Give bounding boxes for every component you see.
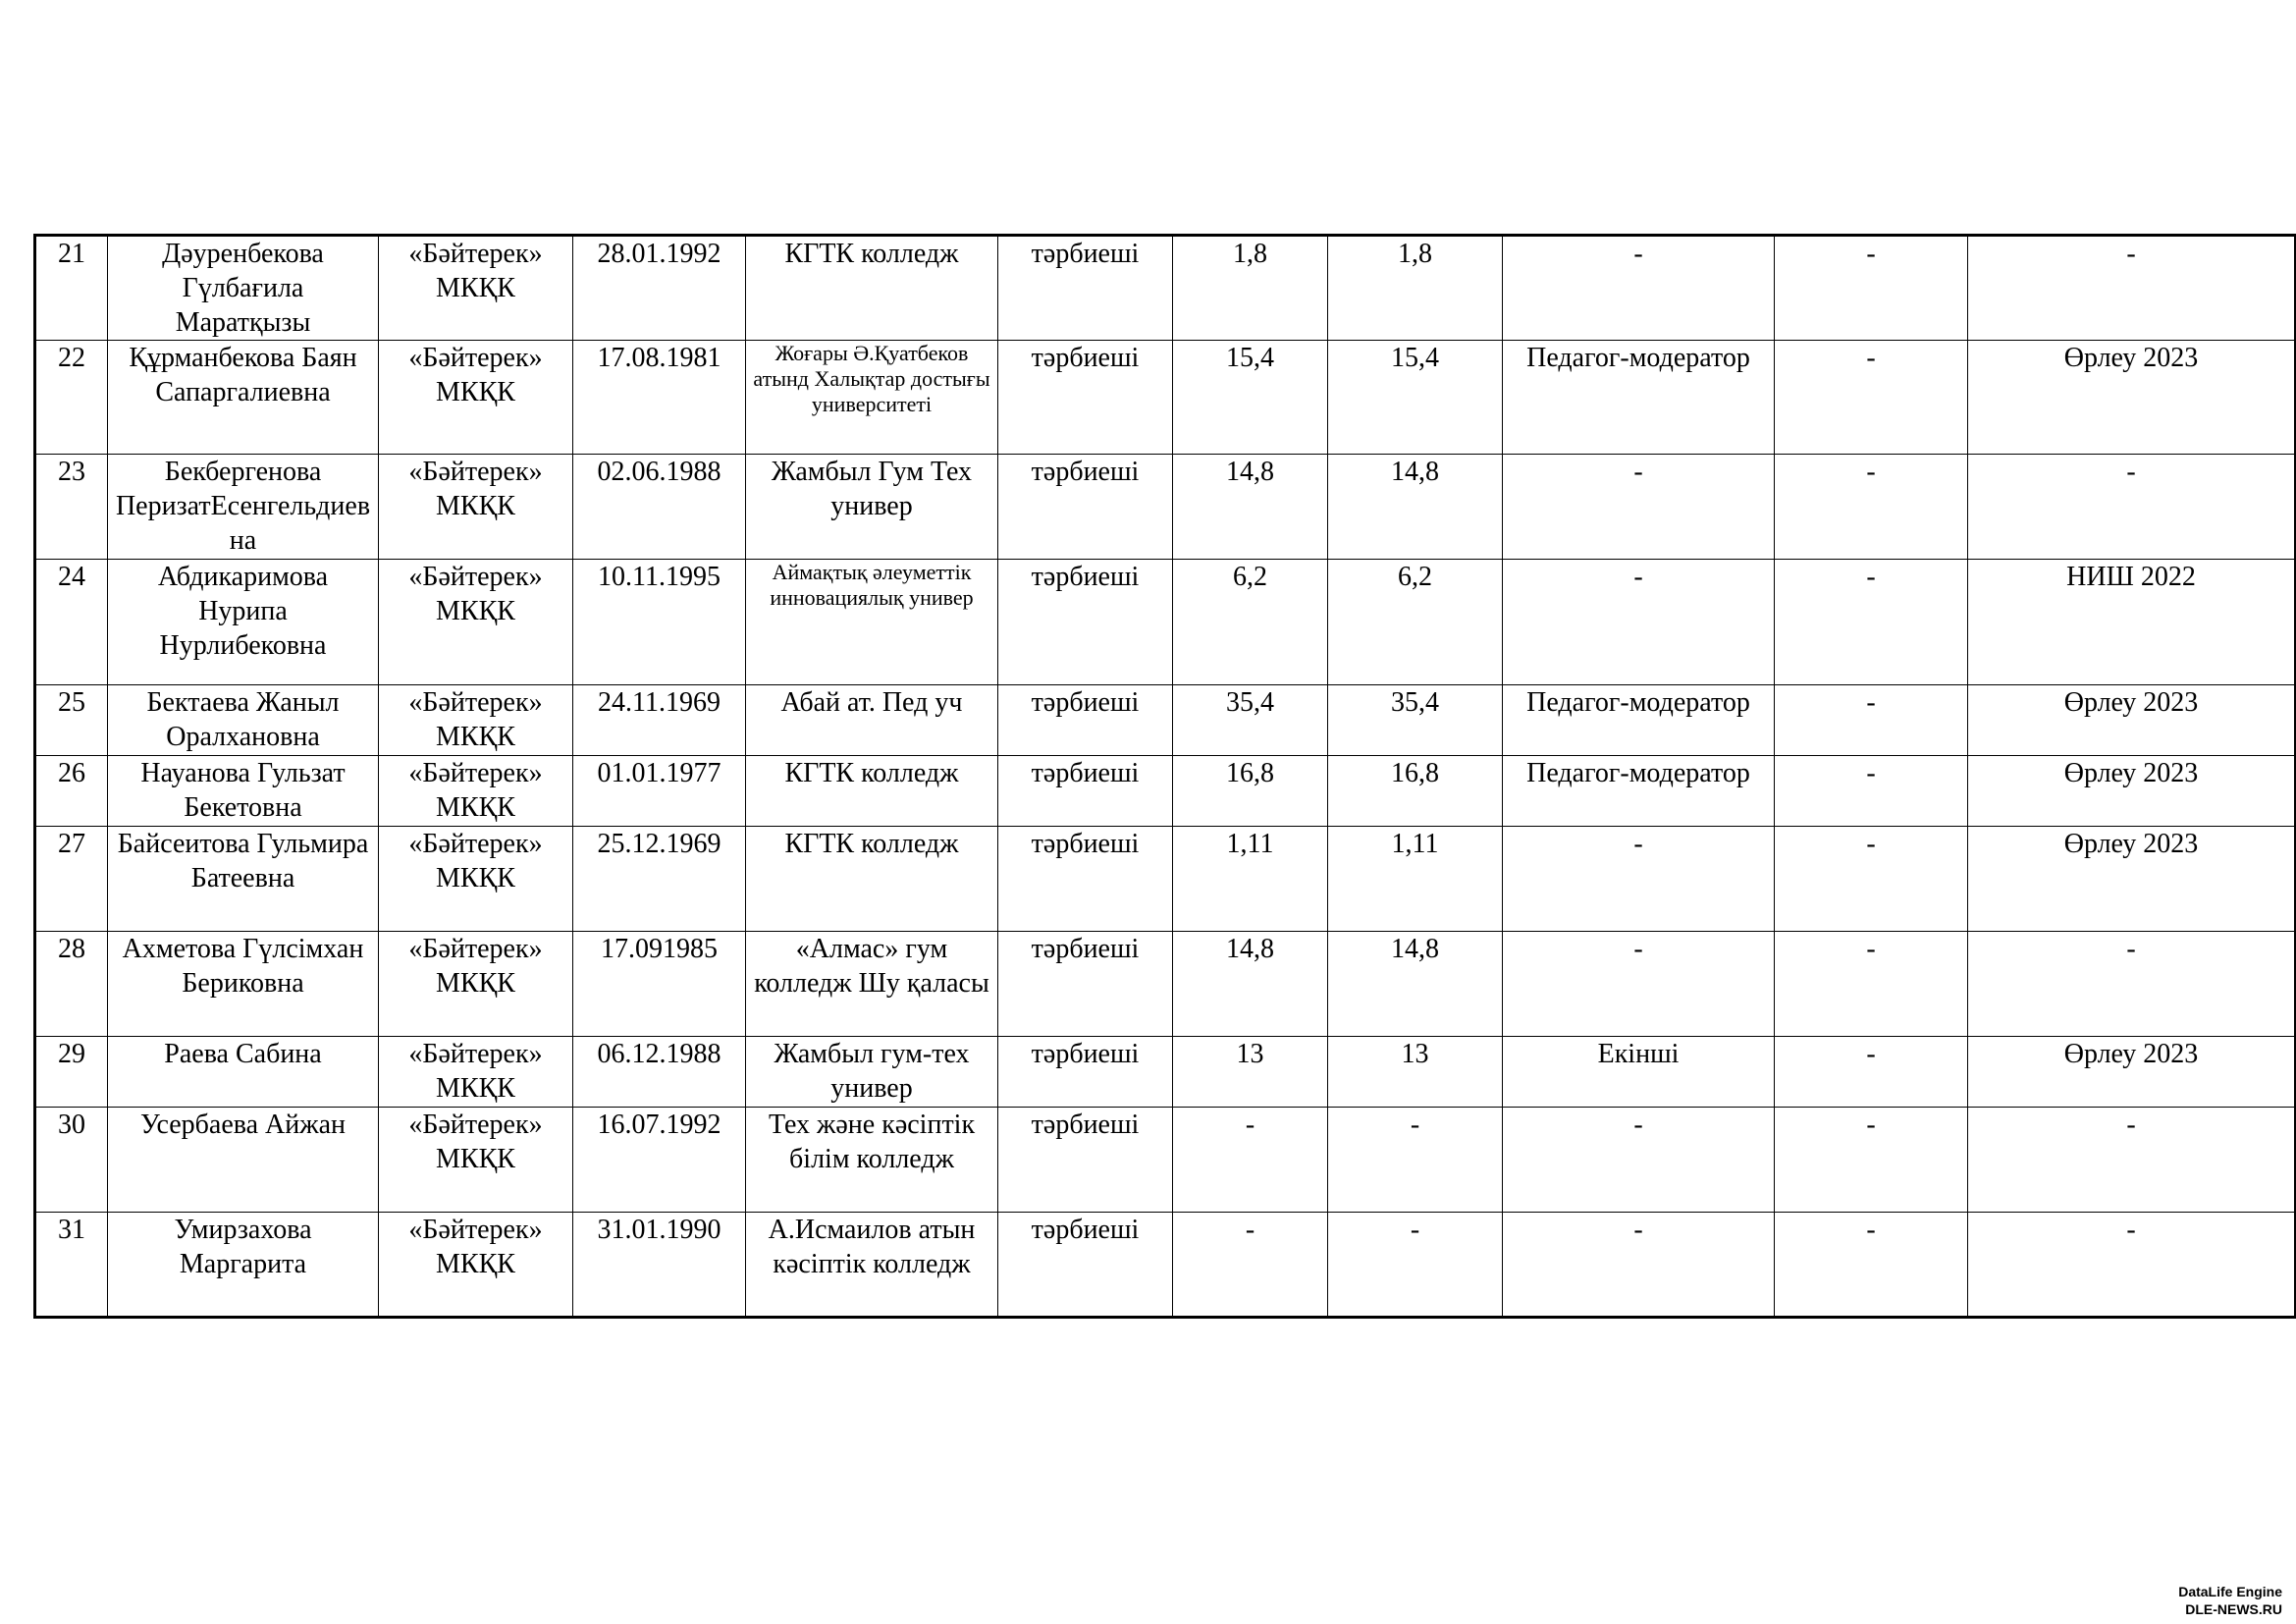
cell-row-number: 22 bbox=[35, 341, 108, 455]
cell-category: - bbox=[1503, 560, 1775, 685]
cell-organization: «Бәйтерек» МКҚК bbox=[379, 455, 573, 560]
cell-row-number: 31 bbox=[35, 1213, 108, 1318]
cell-courses: Өрлеу 2023 bbox=[1968, 756, 2296, 827]
cell-row-number: 24 bbox=[35, 560, 108, 685]
cell-position: тәрбиеші bbox=[998, 341, 1173, 455]
cell-birth-date: 02.06.1988 bbox=[573, 455, 746, 560]
cell-position: тәрбиеші bbox=[998, 236, 1173, 341]
cell-full-name: Раева Сабина bbox=[108, 1037, 379, 1108]
cell-category: Педагог-модератор bbox=[1503, 341, 1775, 455]
cell-position: тәрбиеші bbox=[998, 756, 1173, 827]
cell-award: - bbox=[1775, 1037, 1968, 1108]
cell-total-experience: 6,2 bbox=[1173, 560, 1328, 685]
cell-total-experience: 14,8 bbox=[1173, 455, 1328, 560]
cell-organization: «Бәйтерек» МКҚК bbox=[379, 1108, 573, 1213]
cell-birth-date: 28.01.1992 bbox=[573, 236, 746, 341]
cell-education: Абай ат. Пед уч bbox=[746, 685, 998, 756]
cell-total-experience: 15,4 bbox=[1173, 341, 1328, 455]
cell-row-number: 25 bbox=[35, 685, 108, 756]
table-row bbox=[35, 685, 2296, 756]
cell-award: - bbox=[1775, 1213, 1968, 1318]
cell-category: - bbox=[1503, 932, 1775, 1037]
cell-birth-date: 10.11.1995 bbox=[573, 560, 746, 685]
cell-organization: «Бәйтерек» МКҚК bbox=[379, 932, 573, 1037]
cell-award: - bbox=[1775, 560, 1968, 685]
table-body bbox=[35, 236, 2296, 1318]
cell-total-experience: 13 bbox=[1173, 1037, 1328, 1108]
cell-award: - bbox=[1775, 455, 1968, 560]
cell-courses: Өрлеу 2023 bbox=[1968, 1037, 2296, 1108]
cell-courses: - bbox=[1968, 932, 2296, 1037]
cell-education: КГТК колледж bbox=[746, 236, 998, 341]
cell-total-experience: 14,8 bbox=[1173, 932, 1328, 1037]
cell-full-name: Усербаева Айжан bbox=[108, 1108, 379, 1213]
cell-full-name: Науанова Гульзат Бекетовна bbox=[108, 756, 379, 827]
cell-total-experience: - bbox=[1173, 1108, 1328, 1213]
cell-birth-date: 01.01.1977 bbox=[573, 756, 746, 827]
cell-education: Тех және кәсіптік білім колледж bbox=[746, 1108, 998, 1213]
cell-category: - bbox=[1503, 1213, 1775, 1318]
cell-courses: Өрлеу 2023 bbox=[1968, 685, 2296, 756]
cell-education: Жоғары Ә.Қуатбеков атынд Халықтар достығы университеті bbox=[746, 341, 998, 455]
cell-position: тәрбиеші bbox=[998, 685, 1173, 756]
cell-birth-date: 06.12.1988 bbox=[573, 1037, 746, 1108]
watermark-line-1: DataLife Engine bbox=[2178, 1584, 2282, 1599]
staff-table bbox=[33, 234, 2296, 1319]
cell-full-name: Умирзахова Маргарита bbox=[108, 1213, 379, 1318]
cell-birth-date: 16.07.1992 bbox=[573, 1108, 746, 1213]
cell-birth-date: 31.01.1990 bbox=[573, 1213, 746, 1318]
cell-courses: - bbox=[1968, 1213, 2296, 1318]
cell-full-name: Абдикаримова Нурипа Нурлибековна bbox=[108, 560, 379, 685]
cell-organization: «Бәйтерек» МКҚК bbox=[379, 560, 573, 685]
cell-pedagogical-experience: 1,8 bbox=[1328, 236, 1503, 341]
cell-total-experience: 35,4 bbox=[1173, 685, 1328, 756]
cell-full-name: Байсеитова Гульмира Батеевна bbox=[108, 827, 379, 932]
cell-organization: «Бәйтерек» МКҚК bbox=[379, 341, 573, 455]
cell-position: тәрбиеші bbox=[998, 1037, 1173, 1108]
cell-pedagogical-experience: 15,4 bbox=[1328, 341, 1503, 455]
cell-education: Жамбыл гум-тех универ bbox=[746, 1037, 998, 1108]
cell-pedagogical-experience: 14,8 bbox=[1328, 932, 1503, 1037]
cell-category: Екінші bbox=[1503, 1037, 1775, 1108]
table-row bbox=[35, 455, 2296, 560]
cell-pedagogical-experience: 13 bbox=[1328, 1037, 1503, 1108]
cell-education: «Алмас» гум колледж Шу қаласы bbox=[746, 932, 998, 1037]
table-row bbox=[35, 560, 2296, 685]
cell-award: - bbox=[1775, 932, 1968, 1037]
cell-award: - bbox=[1775, 685, 1968, 756]
cell-position: тәрбиеші bbox=[998, 560, 1173, 685]
cell-organization: «Бәйтерек» МКҚК bbox=[379, 1037, 573, 1108]
cell-position: тәрбиеші bbox=[998, 932, 1173, 1037]
cell-pedagogical-experience: - bbox=[1328, 1213, 1503, 1318]
cell-row-number: 28 bbox=[35, 932, 108, 1037]
cell-birth-date: 25.12.1969 bbox=[573, 827, 746, 932]
cell-total-experience: 1,11 bbox=[1173, 827, 1328, 932]
cell-full-name: Дәуренбекова Гүлбағила Маратқызы bbox=[108, 236, 379, 341]
cell-row-number: 21 bbox=[35, 236, 108, 341]
cell-education: КГТК колледж bbox=[746, 827, 998, 932]
cell-courses: Өрлеу 2023 bbox=[1968, 827, 2296, 932]
cell-category: Педагог-модератор bbox=[1503, 756, 1775, 827]
cell-category: - bbox=[1503, 236, 1775, 341]
cell-education: Аймақтық әлеуметтік инновациялық универ bbox=[746, 560, 998, 685]
cell-pedagogical-experience: 6,2 bbox=[1328, 560, 1503, 685]
cell-full-name: Бекбергенова ПеризатЕсенгельдиевна bbox=[108, 455, 379, 560]
cell-pedagogical-experience: 16,8 bbox=[1328, 756, 1503, 827]
cell-education: Жамбыл Гум Тех универ bbox=[746, 455, 998, 560]
cell-row-number: 29 bbox=[35, 1037, 108, 1108]
cell-birth-date: 24.11.1969 bbox=[573, 685, 746, 756]
cell-courses: - bbox=[1968, 236, 2296, 341]
cell-courses: НИШ 2022 bbox=[1968, 560, 2296, 685]
cell-category: Педагог-модератор bbox=[1503, 685, 1775, 756]
table-row bbox=[35, 1213, 2296, 1318]
cell-education: А.Исмаилов атын кәсіптік колледж bbox=[746, 1213, 998, 1318]
cell-pedagogical-experience: 35,4 bbox=[1328, 685, 1503, 756]
cell-courses: Өрлеу 2023 bbox=[1968, 341, 2296, 455]
cell-pedagogical-experience: - bbox=[1328, 1108, 1503, 1213]
cell-category: - bbox=[1503, 1108, 1775, 1213]
watermark bbox=[2178, 1583, 2282, 1618]
cell-organization: «Бәйтерек» МКҚК bbox=[379, 827, 573, 932]
table-row bbox=[35, 756, 2296, 827]
cell-organization: «Бәйтерек» МКҚК bbox=[379, 1213, 573, 1318]
cell-total-experience: - bbox=[1173, 1213, 1328, 1318]
cell-education: КГТК колледж bbox=[746, 756, 998, 827]
cell-pedagogical-experience: 14,8 bbox=[1328, 455, 1503, 560]
table-row bbox=[35, 1108, 2296, 1213]
cell-organization: «Бәйтерек» МКҚК bbox=[379, 236, 573, 341]
table-row bbox=[35, 827, 2296, 932]
cell-birth-date: 17.08.1981 bbox=[573, 341, 746, 455]
cell-full-name: Құрманбекова Баян Сапаргалиевна bbox=[108, 341, 379, 455]
cell-pedagogical-experience: 1,11 bbox=[1328, 827, 1503, 932]
cell-position: тәрбиеші bbox=[998, 1213, 1173, 1318]
cell-row-number: 30 bbox=[35, 1108, 108, 1213]
table-row bbox=[35, 341, 2296, 455]
table-row bbox=[35, 932, 2296, 1037]
cell-position: тәрбиеші bbox=[998, 827, 1173, 932]
watermark-line-2: DLE-NEWS.RU bbox=[2185, 1601, 2282, 1617]
cell-courses: - bbox=[1968, 1108, 2296, 1213]
cell-category: - bbox=[1503, 455, 1775, 560]
cell-full-name: Бектаева Жаныл Оралхановна bbox=[108, 685, 379, 756]
cell-birth-date: 17.091985 bbox=[573, 932, 746, 1037]
table-row bbox=[35, 1037, 2296, 1108]
cell-row-number: 26 bbox=[35, 756, 108, 827]
cell-courses: - bbox=[1968, 455, 2296, 560]
cell-award: - bbox=[1775, 756, 1968, 827]
table-row bbox=[35, 236, 2296, 341]
cell-row-number: 23 bbox=[35, 455, 108, 560]
cell-organization: «Бәйтерек» МКҚК bbox=[379, 756, 573, 827]
cell-position: тәрбиеші bbox=[998, 1108, 1173, 1213]
cell-award: - bbox=[1775, 1108, 1968, 1213]
cell-total-experience: 1,8 bbox=[1173, 236, 1328, 341]
cell-position: тәрбиеші bbox=[998, 455, 1173, 560]
cell-full-name: Ахметова Гүлсімхан Бериковна bbox=[108, 932, 379, 1037]
cell-award: - bbox=[1775, 827, 1968, 932]
cell-row-number: 27 bbox=[35, 827, 108, 932]
cell-award: - bbox=[1775, 341, 1968, 455]
cell-award: - bbox=[1775, 236, 1968, 341]
cell-total-experience: 16,8 bbox=[1173, 756, 1328, 827]
cell-organization: «Бәйтерек» МКҚК bbox=[379, 685, 573, 756]
cell-category: - bbox=[1503, 827, 1775, 932]
